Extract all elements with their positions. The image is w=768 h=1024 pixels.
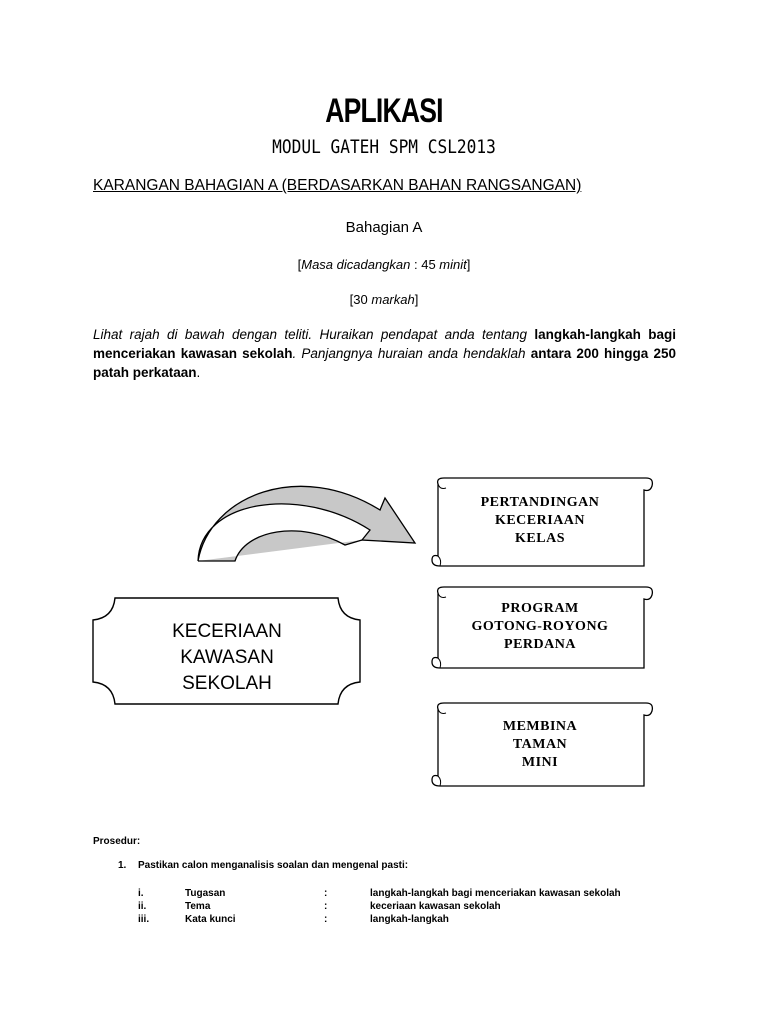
time-value: : 45 <box>410 257 440 272</box>
instruction-paragraph <box>93 325 676 382</box>
item-value: langkah-langkah <box>370 914 449 925</box>
marks-unit: markah <box>371 292 415 307</box>
item-label: Tugasan <box>185 888 226 899</box>
section-title: Bahagian A <box>345 219 423 236</box>
item-label: Kata kunci <box>185 914 236 925</box>
instruction-part3: . <box>196 365 201 380</box>
scroll-box-3 <box>432 703 652 786</box>
instruction-bold2: antara 200 hingga 250 patah perkataan <box>93 346 676 380</box>
curved-arrow-body <box>198 531 362 561</box>
scroll2-line-2: GOTONG-ROYONG <box>471 619 609 634</box>
item-colon: : <box>324 888 328 899</box>
scroll-box-1 <box>432 478 652 566</box>
item-value: keceriaan kawasan sekolah <box>370 901 501 912</box>
time-suggestion <box>0 257 768 272</box>
page-subtitle: MODUL GATEH SPM CSL2013 <box>272 136 496 158</box>
scroll2-line-3: PERDANA <box>504 637 576 652</box>
marks <box>0 292 768 307</box>
curved-arrow-icon <box>198 486 415 561</box>
scroll3-line-1: MEMBINA <box>502 719 578 734</box>
procedure-step-1 <box>118 860 408 871</box>
step-text: Pastikan calon menganalisis soalan dan mengenal pasti: <box>138 860 409 871</box>
time-unit: minit <box>439 257 467 272</box>
time-bracket-open: [ <box>297 257 302 272</box>
scroll-box-2 <box>432 587 652 668</box>
procedure-label: Prosedur: <box>93 836 141 847</box>
step-number: 1. <box>118 860 127 871</box>
instruction-part1: Lihat rajah di bawah dengan teliti. Huraikan pendapat anda tentang <box>93 327 535 342</box>
time-bracket-close: ] <box>466 257 471 272</box>
main-line-1: KECERIAAN <box>172 621 282 642</box>
scroll1-line-3: KELAS <box>515 531 565 546</box>
marks-bracket-open: [ <box>349 292 354 307</box>
marks-value: 30 <box>353 292 372 307</box>
item-value: langkah-langkah bagi menceriakan kawasan sekolah <box>370 888 621 899</box>
scroll3-line-3: MINI <box>521 755 559 770</box>
scroll2-line-1: PROGRAM <box>501 601 579 616</box>
scroll1-line-2: KECERIAAN <box>494 513 586 528</box>
instruction-part2: . Panjangnya huraian anda hendaklah <box>292 346 531 361</box>
scroll3-line-2: TAMAN <box>512 737 568 752</box>
instruction-bold1: langkah-langkah bagi menceriakan kawasan sekolah <box>93 327 676 361</box>
essay-heading: KARANGAN BAHAGIAN A (BERDASARKAN BAHAN RANGSANGAN) <box>93 177 582 194</box>
page-title: APLIKASI <box>325 92 443 130</box>
item-colon: : <box>324 901 328 912</box>
item-colon: : <box>324 914 328 925</box>
item-number: iii. <box>138 914 150 925</box>
stimulus-diagram <box>0 470 768 800</box>
marks-bracket-close: ] <box>414 292 419 307</box>
item-label: Tema <box>185 901 211 912</box>
item-number: ii. <box>138 901 147 912</box>
main-line-2: KAWASAN <box>180 647 274 668</box>
scroll1-line-1: PERTANDINGAN <box>480 495 600 510</box>
main-line-3: SEKOLAH <box>182 673 272 694</box>
time-label: Masa dicadangkan <box>301 257 411 272</box>
item-number: i. <box>138 888 144 899</box>
